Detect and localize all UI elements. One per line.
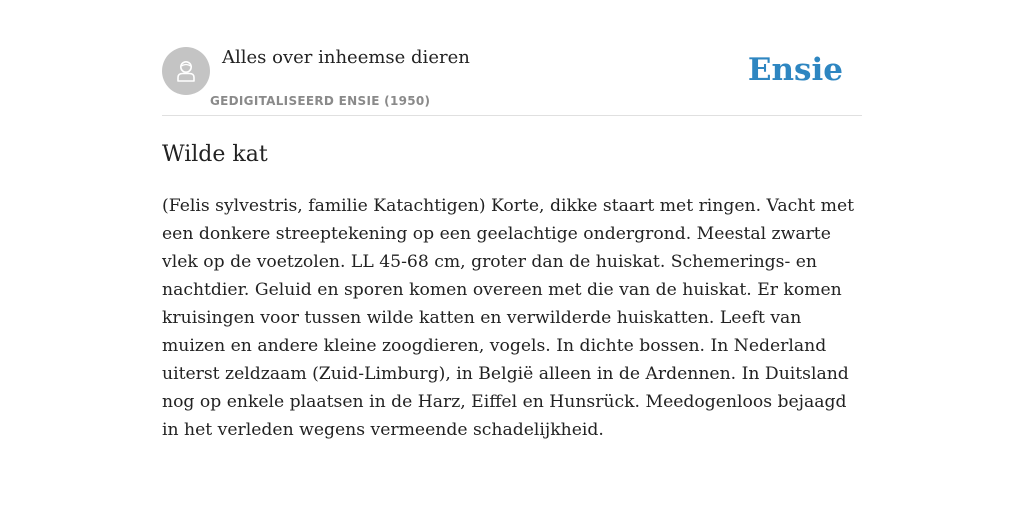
- source-title-link[interactable]: Alles over inheemse dieren: [222, 47, 470, 68]
- entry-body: (Felis sylvestris, familie Katachtigen) Korte, dikke staart met ringen. Vacht met een donkere streeptekening op een geelachtige ondergrond. Meestal zwarte vlek op de voetzolen. LL 45-68 cm, groter dan de huiskat. Schemerings- en nachtdier. Geluid en sporen komen overeen met die van de huiskat. Er komen kruisingen voor tussen wilde katten en verwilderde huiskatten. Leeft van muizen en andere kleine zoogdieren, vogels. In dichte bossen. In Nederland uiterst zeldzaam (Zuid-Limburg), in België alleen in de Ardennen. In Duitsland nog op enkele plaatsen in de Harz, Eiffel en Hunsrück. Meedogenloos bejaagd in het verleden wegens vermeende schadelijkheid.: [162, 196, 855, 440]
- avatar[interactable]: [162, 47, 210, 95]
- header-divider: [162, 115, 862, 116]
- brand-logo[interactable]: Ensie: [747, 52, 843, 88]
- source-subtitle: GEDIGITALISEERD ENSIE (1950): [210, 94, 431, 108]
- entry-title: Wilde kat: [162, 142, 268, 167]
- user-icon: [172, 57, 200, 85]
